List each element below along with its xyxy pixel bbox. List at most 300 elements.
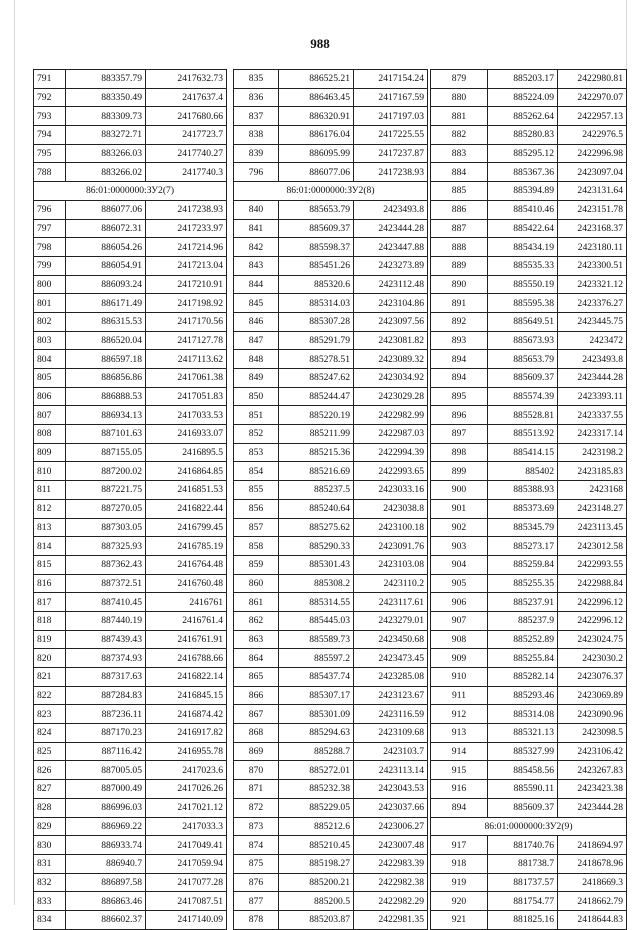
table-row (234, 481, 428, 500)
point-number-cell: 850 (234, 387, 279, 406)
y-coordinate-cell: 2423110.2 (354, 574, 428, 593)
y-coordinate-cell: 2423012.58 (558, 537, 627, 556)
x-coordinate-cell: 885414.15 (488, 443, 558, 462)
point-number-cell: 877 (234, 892, 279, 911)
x-coordinate-cell: 887116.42 (66, 742, 146, 761)
x-coordinate-cell: 886315.53 (66, 312, 146, 331)
x-coordinate-cell: 885653.79 (488, 350, 558, 369)
y-coordinate-cell: 2417049.41 (146, 836, 227, 855)
point-number-cell: 892 (431, 312, 488, 331)
table-row (34, 537, 227, 556)
x-coordinate-cell: 886856.86 (66, 369, 146, 388)
point-number-cell: 794 (34, 126, 66, 145)
section-header-row (34, 182, 227, 201)
x-coordinate-cell: 885293.46 (488, 686, 558, 705)
table-row (234, 780, 428, 799)
y-coordinate-cell: 2423273.89 (354, 256, 428, 275)
x-coordinate-cell: 885229.05 (279, 798, 354, 817)
point-number-cell: 897 (431, 425, 488, 444)
table-row (431, 70, 627, 89)
x-coordinate-cell: 885237.91 (488, 593, 558, 612)
table-row (431, 275, 627, 294)
x-coordinate-cell: 886897.58 (66, 873, 146, 892)
point-number-cell: 825 (34, 742, 66, 761)
page-number: 988 (310, 36, 330, 51)
x-coordinate-cell: 885203.17 (488, 70, 558, 89)
table-row (431, 798, 627, 817)
point-number-cell: 823 (34, 705, 66, 724)
point-number-cell: 874 (234, 836, 279, 855)
y-coordinate-cell: 2417740.3 (146, 163, 227, 182)
x-coordinate-cell: 885345.79 (488, 518, 558, 537)
y-coordinate-cell: 2417026.26 (146, 780, 227, 799)
y-coordinate-cell: 2417680.66 (146, 107, 227, 126)
x-coordinate-cell: 885255.84 (488, 649, 558, 668)
y-coordinate-cell: 2417233.97 (146, 219, 227, 238)
y-coordinate-cell: 2423376.27 (558, 294, 627, 313)
point-number-cell: 800 (34, 275, 66, 294)
point-number-cell: 839 (234, 144, 279, 163)
x-coordinate-cell: 885609.37 (488, 369, 558, 388)
y-coordinate-cell: 2423069.89 (558, 686, 627, 705)
x-coordinate-cell: 885301.43 (279, 555, 354, 574)
point-number-cell: 856 (234, 499, 279, 518)
point-number-cell: 875 (234, 854, 279, 873)
table-row (234, 70, 428, 89)
table-row (34, 425, 227, 444)
x-coordinate-cell: 885198.27 (279, 854, 354, 873)
point-number-cell: 872 (234, 798, 279, 817)
point-number-cell: 795 (34, 144, 66, 163)
y-coordinate-cell: 2417198.92 (146, 294, 227, 313)
y-coordinate-cell: 2423076.37 (558, 668, 627, 687)
y-coordinate-cell: 2417113.62 (146, 350, 227, 369)
x-coordinate-cell: 885528.81 (488, 406, 558, 425)
point-number-cell: 804 (34, 350, 66, 369)
table-row (34, 387, 227, 406)
point-number-cell: 834 (34, 910, 66, 929)
y-coordinate-cell: 2416760.48 (146, 574, 227, 593)
x-coordinate-cell: 885437.74 (279, 668, 354, 687)
point-number-cell: 849 (234, 369, 279, 388)
table-row (34, 126, 227, 145)
x-coordinate-cell: 885232.38 (279, 780, 354, 799)
y-coordinate-cell: 2423180.11 (558, 238, 627, 257)
y-coordinate-cell: 2423090.96 (558, 705, 627, 724)
table-row (431, 163, 627, 182)
point-number-cell: 910 (431, 668, 488, 687)
y-coordinate-cell: 2423037.66 (354, 798, 428, 817)
y-coordinate-cell: 2423445.75 (558, 312, 627, 331)
x-coordinate-cell: 883309.73 (66, 107, 146, 126)
y-coordinate-cell: 2417077.28 (146, 873, 227, 892)
x-coordinate-cell: 885597.2 (279, 649, 354, 668)
table-row (234, 705, 428, 724)
x-coordinate-cell: 885673.93 (488, 331, 558, 350)
table-row (234, 387, 428, 406)
point-number-cell: 797 (34, 219, 66, 238)
y-coordinate-cell: 2423131.64 (558, 182, 627, 201)
table-row (431, 443, 627, 462)
x-coordinate-cell: 885321.13 (488, 724, 558, 743)
x-coordinate-cell: 885203.87 (279, 910, 354, 929)
point-number-cell: 868 (234, 724, 279, 743)
x-coordinate-cell: 881754.77 (488, 892, 558, 911)
table-row (34, 481, 227, 500)
table-row (431, 88, 627, 107)
table-row (431, 537, 627, 556)
y-coordinate-cell: 2423104.86 (354, 294, 428, 313)
table-row (431, 611, 627, 630)
y-coordinate-cell: 2423029.28 (354, 387, 428, 406)
table-row (34, 593, 227, 612)
x-coordinate-cell: 887317.63 (66, 668, 146, 687)
y-coordinate-cell: 2423185.83 (558, 462, 627, 481)
table-row (431, 724, 627, 743)
point-number-cell: 835 (234, 70, 279, 89)
x-coordinate-cell: 885574.39 (488, 387, 558, 406)
y-coordinate-cell: 2422982.29 (354, 892, 428, 911)
y-coordinate-cell: 2422976.5 (558, 126, 627, 145)
y-coordinate-cell: 2417021.12 (146, 798, 227, 817)
point-number-cell: 841 (234, 219, 279, 238)
table-row (431, 780, 627, 799)
table-row (234, 873, 428, 892)
y-coordinate-cell: 2416822.44 (146, 499, 227, 518)
point-number-cell: 816 (34, 574, 66, 593)
x-coordinate-cell: 885212.6 (279, 817, 354, 836)
table-row (234, 406, 428, 425)
point-number-cell: 831 (34, 854, 66, 873)
table-row (34, 312, 227, 331)
table-row (34, 331, 227, 350)
table-row (34, 630, 227, 649)
x-coordinate-cell: 887362.43 (66, 555, 146, 574)
point-number-cell: 809 (34, 443, 66, 462)
y-coordinate-cell: 2422982.99 (354, 406, 428, 425)
y-coordinate-cell: 2416955.78 (146, 742, 227, 761)
table-row (431, 574, 627, 593)
point-number-cell: 798 (34, 238, 66, 257)
x-coordinate-cell: 887439.43 (66, 630, 146, 649)
y-coordinate-cell: 2417723.7 (146, 126, 227, 145)
x-coordinate-cell: 885314.03 (279, 294, 354, 313)
point-number-cell: 819 (34, 630, 66, 649)
table-row (431, 910, 627, 929)
y-coordinate-cell: 2423117.61 (354, 593, 428, 612)
point-number-cell: 867 (234, 705, 279, 724)
table-row (34, 910, 227, 929)
table-row (431, 294, 627, 313)
y-coordinate-cell: 2422996.98 (558, 144, 627, 163)
table-row (34, 836, 227, 855)
point-number-cell: 821 (34, 668, 66, 687)
point-number-cell: 861 (234, 593, 279, 612)
x-coordinate-cell: 885273.17 (488, 537, 558, 556)
y-coordinate-cell: 2418669.3 (558, 873, 627, 892)
y-coordinate-cell: 2423113.14 (354, 761, 428, 780)
table-row (34, 892, 227, 911)
y-coordinate-cell: 2417237.87 (354, 144, 428, 163)
y-coordinate-cell: 2423198.2 (558, 443, 627, 462)
point-number-cell: 895 (431, 387, 488, 406)
x-coordinate-cell: 885282.14 (488, 668, 558, 687)
y-coordinate-cell: 2423038.8 (354, 499, 428, 518)
table-row (34, 705, 227, 724)
y-coordinate-cell: 2423447.88 (354, 238, 428, 257)
y-coordinate-cell: 2417213.04 (146, 256, 227, 275)
y-coordinate-cell: 2422994.39 (354, 443, 428, 462)
y-coordinate-cell: 2423113.45 (558, 518, 627, 537)
x-coordinate-cell: 885314.08 (488, 705, 558, 724)
y-coordinate-cell: 2418694.97 (558, 836, 627, 855)
point-number-cell: 857 (234, 518, 279, 537)
point-number-cell: 890 (431, 275, 488, 294)
table-row (234, 892, 428, 911)
x-coordinate-cell: 885595.38 (488, 294, 558, 313)
table-row (34, 443, 227, 462)
point-number-cell: 873 (234, 817, 279, 836)
x-coordinate-cell: 885445.03 (279, 611, 354, 630)
point-number-cell: 788 (34, 163, 66, 182)
y-coordinate-cell: 2422983.39 (354, 854, 428, 873)
y-coordinate-cell: 2423337.55 (558, 406, 627, 425)
point-number-cell: 904 (431, 555, 488, 574)
point-number-cell: 830 (34, 836, 66, 855)
x-coordinate-cell: 887440.19 (66, 611, 146, 630)
table-row (34, 144, 227, 163)
y-coordinate-cell: 2423103.7 (354, 742, 428, 761)
y-coordinate-cell: 2423444.28 (558, 369, 627, 388)
point-number-cell: 796 (34, 200, 66, 219)
x-coordinate-cell: 885294.63 (279, 724, 354, 743)
point-number-cell: 796 (234, 163, 279, 182)
y-coordinate-cell: 2417238.93 (146, 200, 227, 219)
y-coordinate-cell: 2423267.83 (558, 761, 627, 780)
y-coordinate-cell: 2417140.09 (146, 910, 227, 929)
point-number-cell: 880 (431, 88, 488, 107)
table-row (234, 294, 428, 313)
x-coordinate-cell: 885259.84 (488, 555, 558, 574)
point-number-cell: 881 (431, 107, 488, 126)
x-coordinate-cell: 885288.7 (279, 742, 354, 761)
table-row (234, 574, 428, 593)
x-coordinate-cell: 886176.04 (279, 126, 354, 145)
x-coordinate-cell: 885247.62 (279, 369, 354, 388)
x-coordinate-cell: 886996.03 (66, 798, 146, 817)
table-row (431, 499, 627, 518)
table-row (431, 873, 627, 892)
table-row (34, 611, 227, 630)
table-row (431, 630, 627, 649)
y-coordinate-cell: 2423091.76 (354, 537, 428, 556)
x-coordinate-cell: 886320.91 (279, 107, 354, 126)
y-coordinate-cell: 2423168 (558, 481, 627, 500)
point-number-cell: 847 (234, 331, 279, 350)
table-row (431, 686, 627, 705)
x-coordinate-cell: 885320.6 (279, 275, 354, 294)
table-row (34, 369, 227, 388)
table-row (234, 555, 428, 574)
x-coordinate-cell: 883266.03 (66, 144, 146, 163)
x-coordinate-cell: 883350.49 (66, 88, 146, 107)
y-coordinate-cell: 2423033.16 (354, 481, 428, 500)
x-coordinate-cell: 886933.74 (66, 836, 146, 855)
x-coordinate-cell: 885272.01 (279, 761, 354, 780)
y-coordinate-cell: 2423081.82 (354, 331, 428, 350)
point-number-cell: 805 (34, 369, 66, 388)
y-coordinate-cell: 2423100.18 (354, 518, 428, 537)
x-coordinate-cell: 887101.63 (66, 425, 146, 444)
table-row (34, 256, 227, 275)
table-row (234, 144, 428, 163)
y-coordinate-cell: 2417061.38 (146, 369, 227, 388)
x-coordinate-cell: 886077.06 (279, 163, 354, 182)
point-number-cell: 854 (234, 462, 279, 481)
table-row (234, 761, 428, 780)
point-number-cell: 866 (234, 686, 279, 705)
point-number-cell: 869 (234, 742, 279, 761)
point-number-cell: 888 (431, 238, 488, 257)
x-coordinate-cell: 887005.05 (66, 761, 146, 780)
table-row (234, 611, 428, 630)
table-row (234, 724, 428, 743)
table-row (34, 873, 227, 892)
point-number-cell: 826 (34, 761, 66, 780)
y-coordinate-cell: 2416917.82 (146, 724, 227, 743)
table-row (34, 200, 227, 219)
table-row (34, 88, 227, 107)
table-row (431, 144, 627, 163)
point-number-cell: 864 (234, 649, 279, 668)
point-number-cell: 863 (234, 630, 279, 649)
y-coordinate-cell: 2422996.12 (558, 593, 627, 612)
y-coordinate-cell: 2418662.79 (558, 892, 627, 911)
table-row (234, 798, 428, 817)
point-number-cell: 862 (234, 611, 279, 630)
y-coordinate-cell: 2416822.14 (146, 668, 227, 687)
point-number-cell: 907 (431, 611, 488, 630)
x-coordinate-cell: 885589.73 (279, 630, 354, 649)
point-number-cell: 814 (34, 537, 66, 556)
point-number-cell: 870 (234, 761, 279, 780)
table-row (431, 200, 627, 219)
point-number-cell: 828 (34, 798, 66, 817)
table-row (234, 200, 428, 219)
table-row (431, 182, 627, 201)
section-header-row (431, 817, 627, 836)
table-row (234, 256, 428, 275)
table-row (431, 219, 627, 238)
coordinates-table-column-3 (430, 69, 627, 930)
y-coordinate-cell: 2423444.28 (558, 798, 627, 817)
point-number-cell: 846 (234, 312, 279, 331)
x-coordinate-cell: 885240.64 (279, 499, 354, 518)
y-coordinate-cell: 2422970.07 (558, 88, 627, 107)
table-row (431, 705, 627, 724)
x-coordinate-cell: 885422.64 (488, 219, 558, 238)
point-number-cell: 894 (431, 350, 488, 369)
x-coordinate-cell: 885224.09 (488, 88, 558, 107)
y-coordinate-cell: 2417087.51 (146, 892, 227, 911)
point-number-cell: 791 (34, 70, 66, 89)
table-row (431, 462, 627, 481)
y-coordinate-cell: 2423450.68 (354, 630, 428, 649)
table-row (34, 649, 227, 668)
table-row (34, 275, 227, 294)
y-coordinate-cell: 2423030.2 (558, 649, 627, 668)
y-coordinate-cell: 2423034.92 (354, 369, 428, 388)
point-number-cell: 884 (431, 163, 488, 182)
y-coordinate-cell: 2417154.24 (354, 70, 428, 89)
point-number-cell: 891 (431, 294, 488, 313)
point-number-cell: 818 (34, 611, 66, 630)
point-number-cell: 915 (431, 761, 488, 780)
table-row (431, 481, 627, 500)
point-number-cell: 879 (431, 70, 488, 89)
x-coordinate-cell: 885237.9 (488, 611, 558, 630)
point-number-cell: 845 (234, 294, 279, 313)
table-row (234, 163, 428, 182)
x-coordinate-cell: 885367.36 (488, 163, 558, 182)
table-row (234, 126, 428, 145)
y-coordinate-cell: 2416845.15 (146, 686, 227, 705)
point-number-cell: 812 (34, 499, 66, 518)
x-coordinate-cell: 885275.62 (279, 518, 354, 537)
y-coordinate-cell: 2417167.59 (354, 88, 428, 107)
y-coordinate-cell: 2417214.96 (146, 238, 227, 257)
table-row (34, 780, 227, 799)
y-coordinate-cell: 2422993.65 (354, 462, 428, 481)
table-row (234, 836, 428, 855)
table-row (34, 854, 227, 873)
x-coordinate-cell: 885653.79 (279, 200, 354, 219)
x-coordinate-cell: 886054.91 (66, 256, 146, 275)
point-number-cell: 803 (34, 331, 66, 350)
point-number-cell: 833 (34, 892, 66, 911)
x-coordinate-cell: 885252.89 (488, 630, 558, 649)
x-coordinate-cell: 885216.69 (279, 462, 354, 481)
x-coordinate-cell: 886463.45 (279, 88, 354, 107)
x-coordinate-cell: 886054.26 (66, 238, 146, 257)
y-coordinate-cell: 2416864.85 (146, 462, 227, 481)
table-row (234, 649, 428, 668)
point-number-cell: 844 (234, 275, 279, 294)
table-row (234, 312, 428, 331)
table-row (234, 443, 428, 462)
table-row (234, 518, 428, 537)
point-number-cell: 837 (234, 107, 279, 126)
table-row (34, 798, 227, 817)
x-coordinate-cell: 886934.13 (66, 406, 146, 425)
table-row (34, 462, 227, 481)
point-number-cell: 793 (34, 107, 66, 126)
x-coordinate-cell: 885458.56 (488, 761, 558, 780)
table-row (431, 369, 627, 388)
table-row (34, 70, 227, 89)
point-number-cell: 820 (34, 649, 66, 668)
y-coordinate-cell: 2417740.27 (146, 144, 227, 163)
y-coordinate-cell: 2417023.6 (146, 761, 227, 780)
point-number-cell: 858 (234, 537, 279, 556)
point-number-cell: 900 (431, 481, 488, 500)
point-number-cell: 801 (34, 294, 66, 313)
x-coordinate-cell: 886525.21 (279, 70, 354, 89)
x-coordinate-cell: 885373.69 (488, 499, 558, 518)
table-row (234, 686, 428, 705)
table-row (34, 555, 227, 574)
point-number-cell: 917 (431, 836, 488, 855)
